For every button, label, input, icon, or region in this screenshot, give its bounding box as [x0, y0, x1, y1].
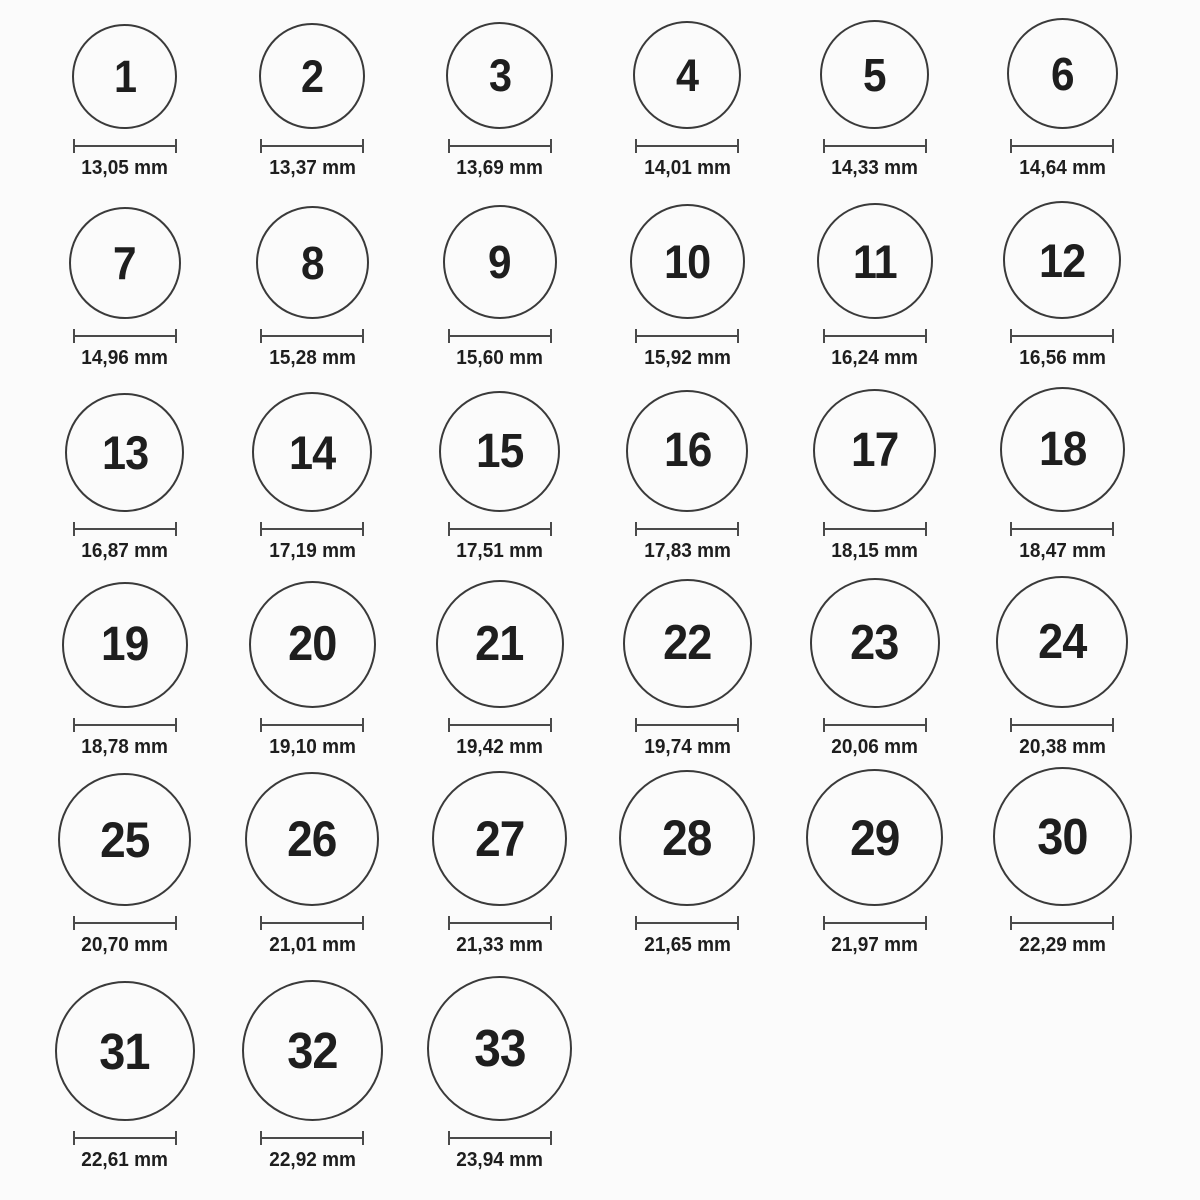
ring-size-number: 20	[288, 617, 337, 671]
ring-size-cell	[406, 580, 594, 767]
ring-size-cell	[594, 770, 782, 965]
diameter-measure-line	[1010, 329, 1114, 343]
measure-bar	[262, 724, 362, 727]
diameter-label: 18,47 mm	[1018, 540, 1106, 562]
diameter-label: 13,05 mm	[81, 157, 169, 179]
diameter-measure-line	[260, 916, 364, 930]
diameter-label: 13,69 mm	[456, 157, 544, 179]
diameter-label: 20,38 mm	[1018, 736, 1106, 758]
ring-size-cell	[31, 393, 219, 571]
ring-circle	[993, 767, 1132, 906]
diameter-label: 14,33 mm	[831, 157, 919, 179]
measure-bar	[825, 335, 925, 338]
ring-size-row	[31, 378, 1156, 571]
ring-size-number: 22	[663, 616, 712, 670]
ring-circle	[249, 581, 376, 708]
ring-circle	[817, 203, 933, 319]
measure-bar	[825, 528, 925, 531]
measure-bar	[637, 922, 737, 925]
ring-size-number: 25	[100, 811, 150, 868]
diameter-label: 19,42 mm	[456, 736, 544, 758]
ring-size-cell	[969, 387, 1157, 571]
ring-circle	[810, 578, 940, 708]
measure-bar	[1012, 922, 1112, 925]
ring-circle	[633, 21, 741, 129]
measure-bar	[262, 1137, 362, 1140]
measure-bar	[75, 528, 175, 531]
diameter-label: 14,96 mm	[81, 347, 169, 369]
diameter-measure-line	[823, 718, 927, 732]
ring-circle	[439, 391, 560, 512]
diameter-label: 21,97 mm	[831, 934, 919, 956]
diameter-measure-line	[635, 329, 739, 343]
ring-size-cell	[31, 24, 219, 188]
ring-circle	[72, 24, 177, 129]
ring-size-number: 21	[475, 616, 524, 671]
ring-size-row	[31, 767, 1156, 965]
diameter-measure-line	[73, 522, 177, 536]
ring-circle	[820, 20, 929, 129]
diameter-measure-line	[73, 139, 177, 153]
diameter-measure-line	[823, 329, 927, 343]
ring-size-number: 16	[663, 424, 711, 477]
ring-circle	[252, 392, 372, 512]
ring-circle	[436, 580, 564, 708]
diameter-measure-line	[635, 522, 739, 536]
ring-size-number: 1	[113, 51, 136, 102]
ring-size-cell	[406, 22, 594, 188]
measure-bar	[637, 724, 737, 727]
diameter-measure-line	[448, 522, 552, 536]
ring-size-cell	[31, 207, 219, 378]
ring-size-number: 26	[287, 811, 337, 867]
diameter-measure-line	[448, 329, 552, 343]
ring-circle	[446, 22, 553, 129]
ring-circle	[623, 579, 752, 708]
ring-size-cell	[781, 20, 969, 188]
diameter-measure-line	[73, 1131, 177, 1145]
diameter-label: 17,51 mm	[456, 540, 544, 562]
ring-circle	[427, 976, 572, 1121]
ring-size-number: 33	[474, 1019, 526, 1078]
ring-size-cell	[594, 21, 782, 188]
ring-size-cell	[781, 389, 969, 571]
diameter-measure-line	[823, 522, 927, 536]
measure-bar	[75, 1137, 175, 1140]
measure-bar	[450, 1137, 550, 1140]
measure-bar	[825, 724, 925, 727]
diameter-label: 22,61 mm	[81, 1149, 169, 1171]
ring-size-cell	[406, 976, 594, 1200]
ring-size-number: 15	[476, 424, 524, 478]
measure-bar	[825, 922, 925, 925]
diameter-measure-line	[823, 139, 927, 153]
ring-size-cell	[219, 392, 407, 571]
diameter-label: 17,83 mm	[643, 540, 731, 562]
measure-bar	[450, 724, 550, 727]
ring-circle	[1000, 387, 1125, 512]
ring-size-cell	[781, 578, 969, 767]
ring-size-number: 29	[850, 809, 900, 866]
ring-size-number: 17	[851, 423, 899, 477]
ring-size-cell	[781, 769, 969, 965]
diameter-measure-line	[260, 522, 364, 536]
diameter-measure-line	[73, 329, 177, 343]
ring-size-cell	[594, 579, 782, 767]
ring-circle	[259, 23, 365, 129]
diameter-label: 16,24 mm	[831, 347, 919, 369]
ring-size-chart	[31, 0, 1156, 1200]
ring-size-number: 6	[1050, 47, 1074, 100]
ring-size-cell	[594, 390, 782, 571]
ring-size-number: 12	[1039, 233, 1086, 287]
ring-size-cell	[219, 772, 407, 965]
ring-circle	[630, 204, 745, 319]
ring-size-cell	[219, 980, 407, 1200]
diameter-label: 17,19 mm	[268, 540, 356, 562]
ring-circle	[813, 389, 936, 512]
ring-size-row	[31, 188, 1156, 378]
ring-circle	[996, 576, 1128, 708]
diameter-label: 19,10 mm	[268, 736, 356, 758]
ring-circle	[242, 980, 383, 1121]
ring-size-number: 8	[300, 236, 324, 289]
diameter-label: 22,29 mm	[1018, 934, 1106, 956]
ring-size-cell	[31, 981, 219, 1200]
diameter-measure-line	[448, 916, 552, 930]
ring-size-cell	[31, 582, 219, 767]
measure-bar	[637, 528, 737, 531]
measure-bar	[1012, 724, 1112, 727]
ring-size-cell	[969, 18, 1157, 188]
ring-size-number: 14	[289, 425, 336, 479]
diameter-label: 14,01 mm	[643, 157, 731, 179]
diameter-measure-line	[1010, 139, 1114, 153]
diameter-label: 22,92 mm	[268, 1149, 356, 1171]
ring-size-cell	[31, 773, 219, 965]
ring-size-cell	[219, 23, 407, 188]
ring-circle	[69, 207, 181, 319]
measure-bar	[1012, 145, 1112, 148]
measure-bar	[262, 922, 362, 925]
measure-bar	[450, 922, 550, 925]
diameter-measure-line	[260, 139, 364, 153]
diameter-label: 18,15 mm	[831, 540, 919, 562]
diameter-label: 18,78 mm	[81, 736, 169, 758]
diameter-measure-line	[260, 1131, 364, 1145]
diameter-label: 15,92 mm	[643, 347, 731, 369]
diameter-label: 21,33 mm	[456, 934, 544, 956]
diameter-label: 23,94 mm	[456, 1149, 544, 1171]
diameter-measure-line	[73, 916, 177, 930]
diameter-label: 20,06 mm	[831, 736, 919, 758]
ring-size-number: 23	[850, 615, 899, 670]
ring-size-cell	[969, 576, 1157, 767]
diameter-label: 16,87 mm	[81, 540, 169, 562]
ring-size-cell	[219, 581, 407, 767]
ring-circle	[58, 773, 191, 906]
ring-size-cell	[969, 201, 1157, 378]
diameter-measure-line	[635, 139, 739, 153]
diameter-measure-line	[448, 718, 552, 732]
measure-bar	[262, 528, 362, 531]
ring-size-cell	[594, 204, 782, 378]
ring-size-number: 31	[99, 1022, 150, 1080]
ring-size-cell	[406, 771, 594, 965]
measure-bar	[450, 145, 550, 148]
measure-bar	[450, 528, 550, 531]
ring-size-number: 7	[113, 237, 137, 289]
ring-size-row	[31, 0, 1156, 188]
ring-size-number: 9	[488, 236, 512, 288]
diameter-measure-line	[448, 139, 552, 153]
ring-size-number: 24	[1038, 614, 1087, 669]
ring-size-number: 11	[852, 234, 897, 288]
ring-size-number: 2	[301, 50, 324, 102]
ring-circle	[55, 981, 195, 1121]
measure-bar	[1012, 528, 1112, 531]
ring-size-row	[31, 571, 1156, 767]
ring-size-number: 28	[662, 810, 712, 866]
diameter-label: 15,28 mm	[268, 347, 356, 369]
ring-circle	[626, 390, 748, 512]
ring-size-number: 32	[287, 1022, 338, 1079]
ring-size-number: 13	[101, 426, 148, 479]
ring-size-row	[31, 965, 1156, 1200]
ring-circle	[1007, 18, 1118, 129]
measure-bar	[637, 145, 737, 148]
ring-circle	[806, 769, 943, 906]
diameter-label: 13,37 mm	[268, 157, 356, 179]
ring-size-number: 5	[863, 48, 887, 101]
diameter-label: 16,56 mm	[1018, 347, 1106, 369]
ring-circle	[619, 770, 755, 906]
diameter-label: 21,65 mm	[643, 934, 731, 956]
diameter-measure-line	[1010, 522, 1114, 536]
measure-bar	[450, 335, 550, 338]
diameter-measure-line	[823, 916, 927, 930]
measure-bar	[75, 145, 175, 148]
ring-size-cell	[406, 391, 594, 571]
diameter-measure-line	[635, 718, 739, 732]
ring-size-number: 18	[1038, 422, 1086, 476]
ring-size-cell	[219, 206, 407, 378]
diameter-measure-line	[635, 916, 739, 930]
diameter-measure-line	[1010, 916, 1114, 930]
ring-size-number: 10	[664, 235, 711, 288]
diameter-measure-line	[260, 718, 364, 732]
measure-bar	[262, 145, 362, 148]
ring-size-number: 30	[1037, 808, 1088, 865]
ring-circle	[65, 393, 184, 512]
ring-circle	[256, 206, 369, 319]
ring-size-number: 4	[676, 49, 699, 101]
diameter-measure-line	[1010, 718, 1114, 732]
ring-circle	[245, 772, 379, 906]
measure-bar	[825, 145, 925, 148]
ring-circle	[1003, 201, 1121, 319]
ring-size-number: 3	[488, 50, 511, 101]
ring-size-cell	[969, 767, 1157, 965]
diameter-measure-line	[73, 718, 177, 732]
measure-bar	[75, 335, 175, 338]
diameter-label: 21,01 mm	[268, 934, 356, 956]
measure-bar	[75, 922, 175, 925]
ring-size-number: 27	[475, 810, 525, 867]
diameter-label: 20,70 mm	[81, 934, 169, 956]
diameter-label: 19,74 mm	[643, 736, 731, 758]
measure-bar	[637, 335, 737, 338]
ring-size-cell	[406, 205, 594, 378]
diameter-measure-line	[448, 1131, 552, 1145]
ring-circle	[62, 582, 188, 708]
ring-circle	[432, 771, 567, 906]
diameter-measure-line	[260, 329, 364, 343]
diameter-label: 15,60 mm	[456, 347, 544, 369]
measure-bar	[75, 724, 175, 727]
ring-size-cell	[781, 203, 969, 378]
measure-bar	[262, 335, 362, 338]
measure-bar	[1012, 335, 1112, 338]
ring-size-number: 19	[101, 618, 149, 671]
ring-circle	[443, 205, 557, 319]
diameter-label: 14,64 mm	[1018, 157, 1106, 179]
